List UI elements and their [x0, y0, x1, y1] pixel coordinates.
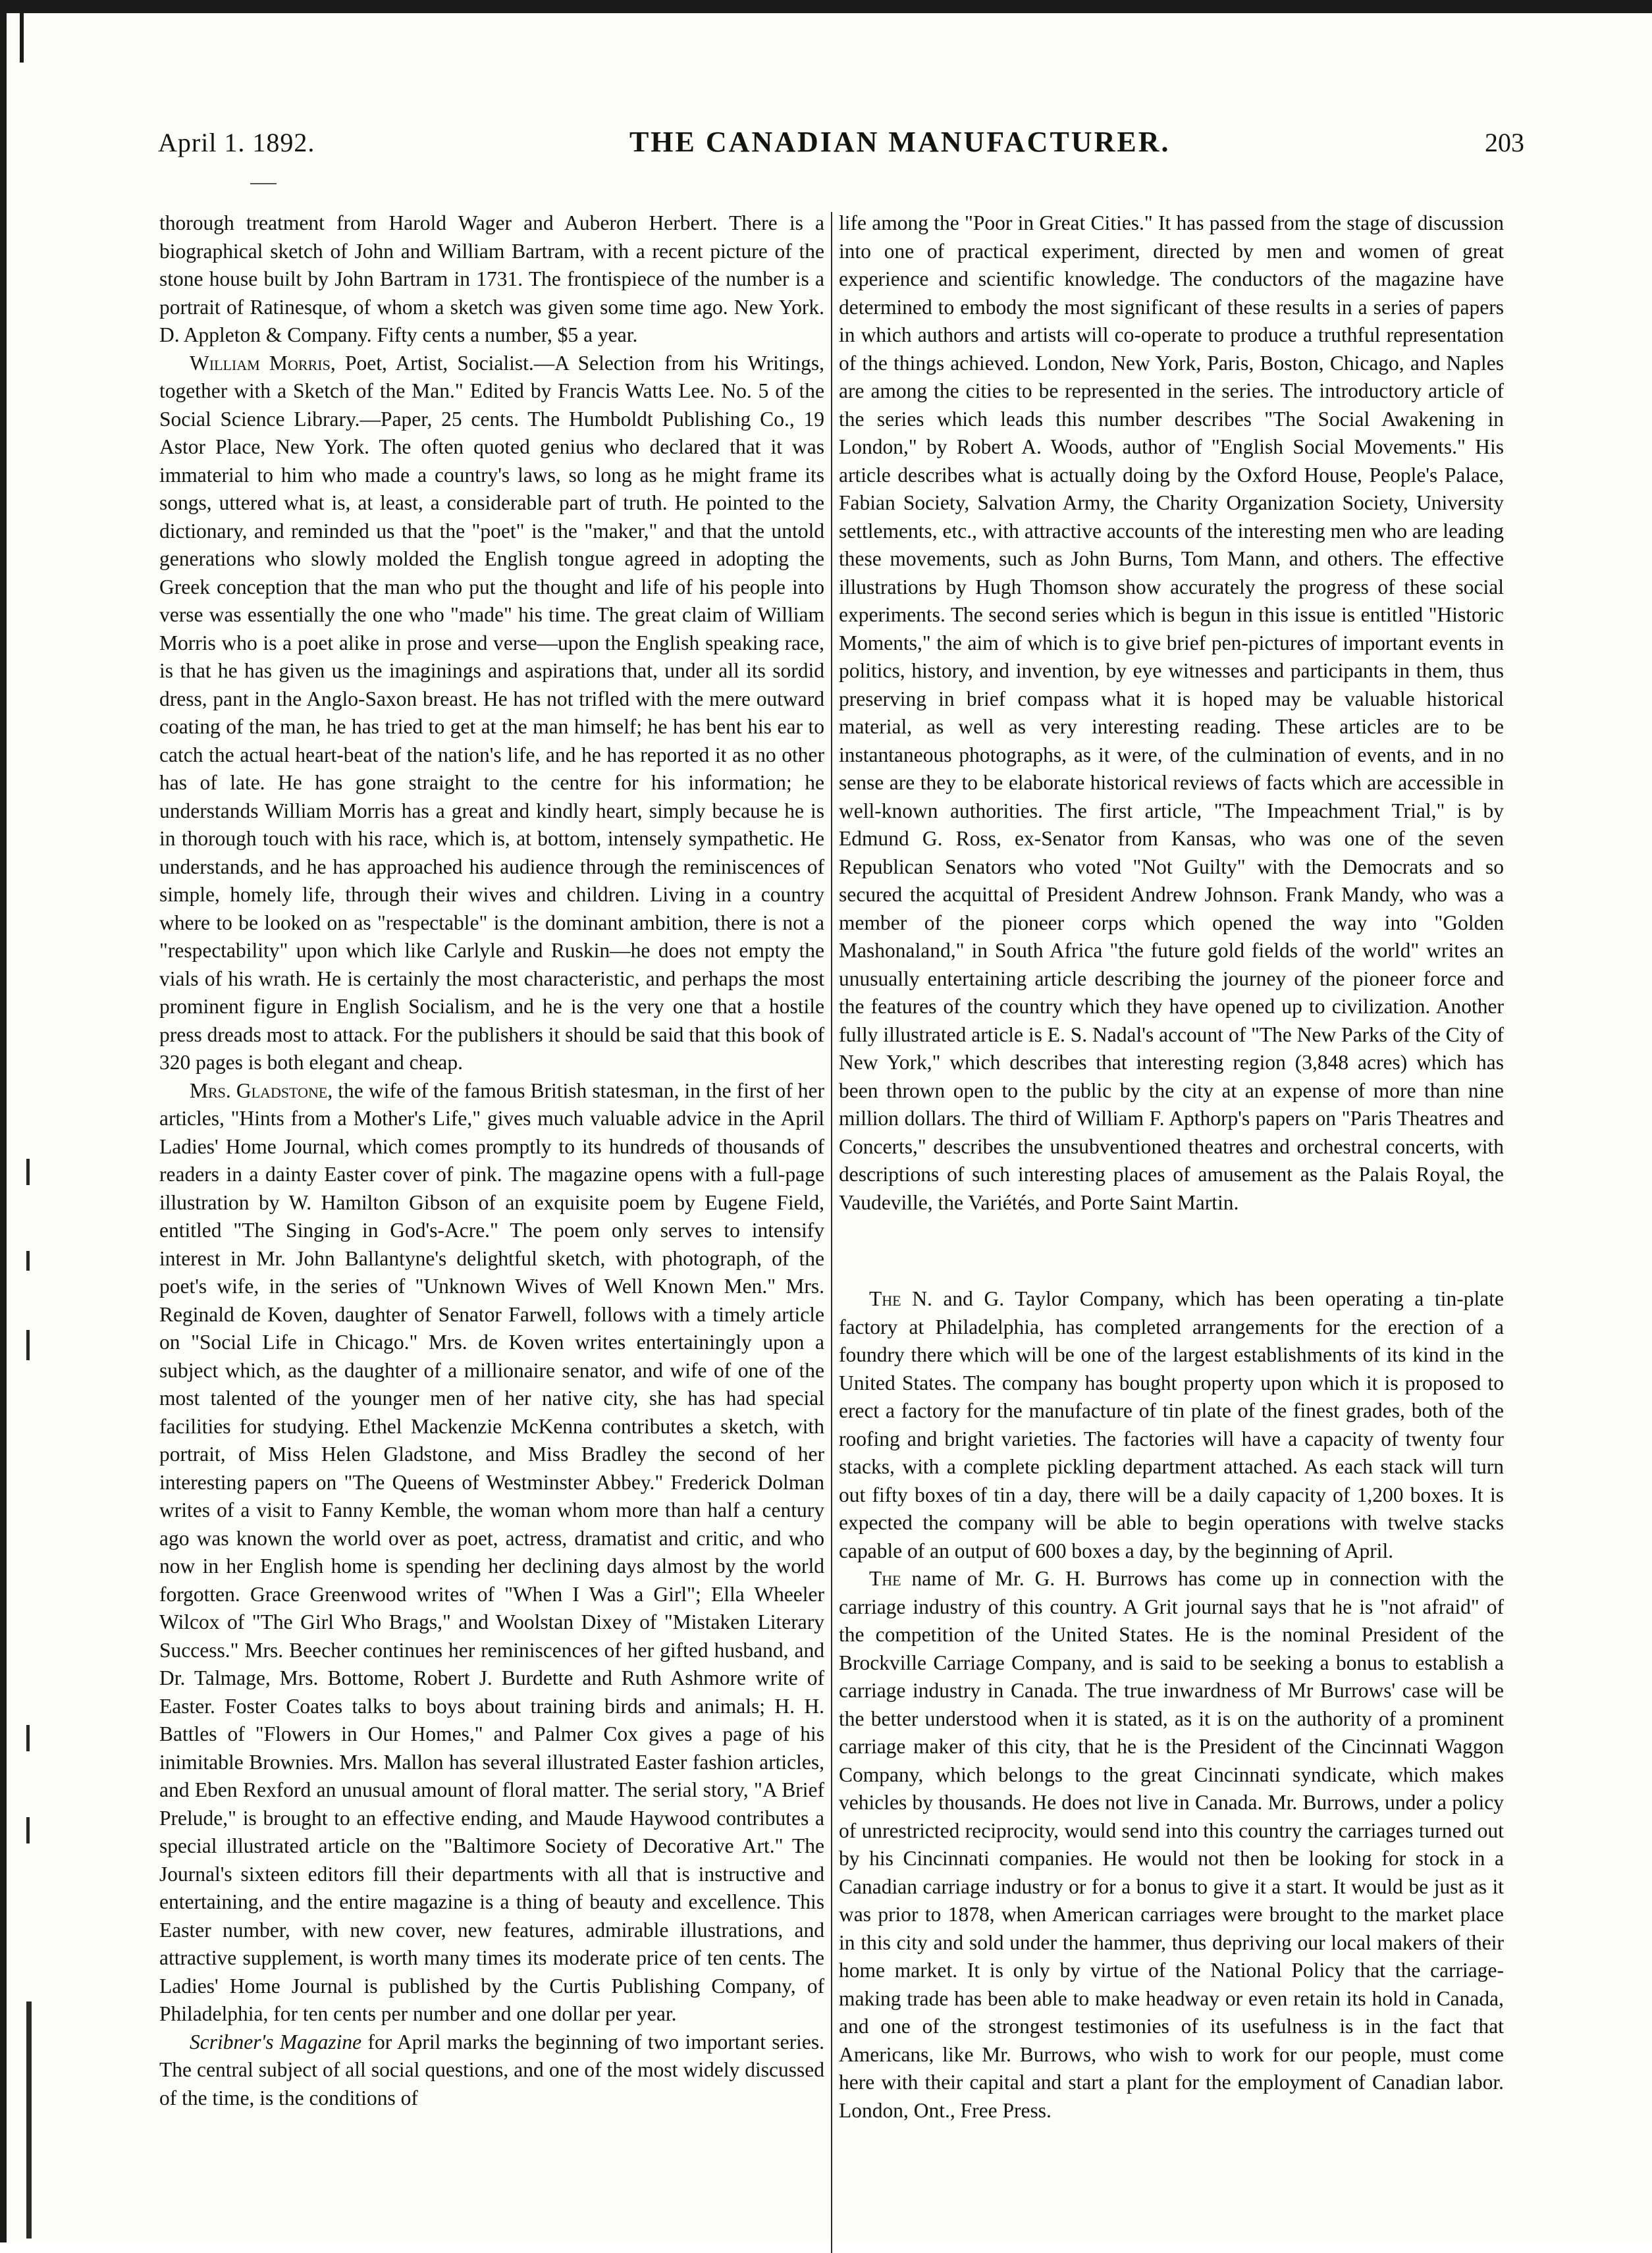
- publication-title: THE CANADIAN MANUFACTURER.: [629, 126, 1171, 158]
- article-paragraph: thorough treatment from Harold Wager and Auberon Herbert. There is a biographical sketch of John and William Bartram, with a recent picture of the stone house built by John Bartram in 1731. The frontispiece of the number is a portrait of Ratinesque, of whom a sketch was given some time ago. New York. D. Appleton & Company. Fifty cents a number, $5 a year.: [159, 211, 824, 346]
- margin-mark: [26, 1251, 30, 1271]
- paragraph-lead: Scribner's Magazine: [190, 2030, 362, 2054]
- article-paragraph: [159, 2028, 824, 2113]
- margin-mark: [26, 1725, 30, 1751]
- paragraph-lead: Mrs. Gladstone,: [190, 1078, 333, 1102]
- margin-mark: [26, 1159, 30, 1185]
- paragraph-body: for April marks the beginning of two important series. The central subject of all social questions, and one of the most widely discussed of the time, is the conditions of: [159, 2030, 824, 2109]
- paragraph-body: Poet, Artist, Socialist.—A Selection from his Writings, together with a Sketch of the Man." Edited by Francis Watts Lee. No. 5 of the Social Science Library.—Paper, 25 cents. The Humboldt Publishing Co., 19 Astor Place, New York. The often quoted genius who declared that it was immaterial to him who made a country's laws, so long as he might frame its songs, uttered what is, at least, a considerable part of truth. He pointed to the dictionary, and reminded us that the "poet" is the "maker," and that the untold generations who slowly molded the English tongue agreed in adopting the Greek conception that the man who put the thought and life of his people into verse was essentially the one who "made" his time. The great claim of William Morris who is a poet alike in prose and verse—upon the English speaking race, is that he has given us the imaginings and aspirations that, under all its sordid dress, pant in the Anglo-Saxon breast. He has not trifled with the mere outward coating of the man, he has tried to get at the man himself; he has bent his ear to catch the actual heart-beat of the nation's life, and he has reported it as no other has of late. He has gone straight to the centre for his information; he understands William Morris has a great and kindly heart, simply because he is in thorough touch with his race, which is, at bottom, intensely sympathetic. He understands, and he has approached his audience through the reminiscences of simple, homely life, through their wives and children. Living in a country where to be looked on as "respectable" is the dominant ambition, there is not a "respectability" upon which like Carlyle and Ruskin—he does not empty the vials of his wrath. He is certainly the most characteristic, and perhaps the most prominent figure in English Socialism, and he is the very one that a hostile press dreads most to attack. For the publishers it should be said that this book of 320 pages is both elegant and cheap.: [159, 351, 824, 1074]
- scan-border-left: [0, 0, 7, 2242]
- header-dash: [250, 183, 277, 184]
- paragraph-lead: The: [869, 1287, 901, 1310]
- paragraph-body: name of Mr. G. H. Burrows has come up in connection with the carriage industry of this country. A Grit journal says that he is "not afraid" of the competition of the United States. He is the nominal President of the Brockville Carriage Company, and is said to be seeking a bonus to establish a carriage industry in Canada. The true inwardness of Mr Burrows' case will be the better understood when it is stated, as it is on the authority of a prominent carriage maker of this city, that he is the President of the Cincinnati Waggon Company, which belongs to the great Cincinnati syndicate, which makes vehicles by thousands. He does not live in Canada. Mr. Burrows, under a policy of unrestricted reciprocity, would send into this country the carriages turned out by his Cincinnati companies. He would not then be looking for stock in a Canadian carriage industry or for a bonus to give it a start. It would be just as it was prior to 1878, when American carriages were brought to the market place in this city and sold under the hammer, thus depriving our local makers of their home market. It is only by virtue of the National Policy that the carriage-making trade has been able to make headway or even retain its hold in Canada, and one of the strongest testimonies of its usefulness is in the fact that Americans, like Mr. Burrows, who wish to work for our people, must come here with their capital and start a plant for the employment of Canadian labor. London, Ont., Free Press.: [839, 1567, 1504, 2122]
- article-paragraph: [839, 1285, 1504, 1565]
- scan-tick-mark: [20, 0, 24, 63]
- paragraph-body: N. and G. Taylor Company, which has been operating a tin-plate factory at Philadelphia, has completed arrangements for the erection of a foundry there which will be one of the largest establishments of its kind in the United States. The company has bought property upon which it is proposed to erect a factory for the manufacture of tin plate of the finest grades, both of the roofing and bright varieties. The factories will have a capacity of twenty four stacks, with a complete pickling department attached. As each stack will turn out fifty boxes of tin a day, there will be a daily capacity of 1,200 boxes. It is expected the company will be able to begin operations with twelve stacks capable of an output of 600 boxes a day, by the beginning of April.: [839, 1287, 1504, 1562]
- article-paragraph: [159, 350, 824, 1077]
- right-column: [839, 209, 1504, 2125]
- article-paragraph: [839, 1565, 1504, 2125]
- scan-border-top: [0, 0, 1652, 13]
- paragraph-body: the wife of the famous British statesman, in the first of her articles, "Hints from a Mother's Life," gives much valuable advice in the April Ladies' Home Journal, which comes promptly to its hundreds of thousands of readers in a dainty Easter cover of pink. The magazine opens with a full-page illustration by W. Hamilton Gibson of an exquisite poem by Eugene Field, entitled "The Singing in God's-Acre." The poem only serves to intensify interest in Mr. John Ballantyne's delightful sketch, with photograph, of the poet's wife, in the series of "Unknown Wives of Well Known Men." Mrs. Reginald de Koven, daughter of Senator Farwell, follows with a timely article on "Social Life in Chicago." Mrs. de Koven writes entertainingly upon a subject which, as the daughter of a millionaire senator, and wife of one of the most talented of the younger men of her native city, she has had special facilities for studying. Ethel Mackenzie McKenna contributes a sketch, with portrait, of Miss Helen Gladstone, and Miss Bradley the second of her interesting papers on "The Queens of Westminster Abbey." Frederick Dolman writes of a visit to Fanny Kemble, the woman whom more than half a century ago was known the world over as poet, actress, dramatist and critic, and who now in her English home is spending her declining days almost by the world forgotten. Grace Greenwood writes of "When I Was a Girl"; Ella Wheeler Wilcox of "The Girl Who Brags," and Woolstan Dixey of "Mistaken Literary Success." Mrs. Beecher continues her reminiscences of her gifted husband, and Dr. Talmage, Mrs. Bottome, Robert J. Burdette and Ruth Ashmore write of Easter. Foster Coates talks to boys about training birds and animals; H. H. Battles of "Flowers in Our Homes," and Palmer Cox gives a page of his inimitable Brownies. Mrs. Mallon has several illustrated Easter fashion articles, and Eben Rexford an unusual amount of floral matter. The serial story, "A Brief Prelude," is brought to an effective ending, and Maude Haywood contributes a special illustrated article on the "Baltimore Society of Decorative Art." The Journal's sixteen editors fill their departments with all that is instructive and entertaining, and the entire magazine is a thing of beauty and excellence. This Easter number, with new cover, new features, admirable illustrations, and attractive supplement, is worth many times its moderate price of ten cents. The Ladies' Home Journal is published by the Curtis Publishing Company, of Philadelphia, for ten cents per number and one dollar per year.: [159, 1078, 825, 2025]
- column-divider: [831, 212, 832, 2253]
- margin-mark: [26, 1330, 30, 1360]
- margin-mark: [26, 1817, 30, 1843]
- page-number: 203: [1484, 128, 1524, 157]
- page-header: [158, 125, 1524, 171]
- section-gap: [839, 1217, 1504, 1285]
- paragraph-lead: William Morris,: [190, 351, 336, 375]
- left-column: [159, 209, 824, 2112]
- article-paragraph: life among the "Poor in Great Cities." It has passed from the stage of discussion into one of practical experiment, directed by men and women of great experience and scientific knowledge. The conductors of the magazine have determined to embody the most significant of these results in a series of papers in which authors and artists will co-operate to produce a truthful representation of the things achieved. London, New York, Paris, Boston, Chicago, and Naples are among the cities to be represented in the series. The introductory article of the series which leads this number describes "The Social Awakening in London," by Robert A. Woods, author of "English Social Movements." His article describes what is actually doing by the Oxford House, People's Palace, Fabian Society, Salvation Army, the Charity Organization Society, University settlements, etc., with attractive accounts of the interesting men who are leading these movements, such as John Burns, Tom Mann, and others. The effective illustrations by Hugh Thomson show accurately the progress of these social experiments. The second series which is begun in this issue is entitled "Historic Moments," the aim of which is to give brief pen-pictures of important events in politics, history, and invention, by eye witnesses and participants in them, thus preserving in brief compass what it is hoped may be valuable historical material, as well as very interesting reading. These articles are to be instantaneous photographs, as it were, of the culmination of events, and in no sense are they to be elaborate historical reviews of facts which are accessible in well-known authorities. The first article, "The Impeachment Trial," is by Edmund G. Ross, ex-Senator from Kansas, who was one of the seven Republican Senators who voted "Not Guilty" with the Democrats and so secured the acquittal of President Andrew Johnson. Frank Mandy, who was a member of the pioneer corps which opened the way into "Golden Mashonaland," in South Africa "the future gold fields of the world" writes an unusually entertaining article describing the journey of the pioneer force and the features of the country which they have opened up to civilization. Another fully illustrated article is E. S. Nadal's account of "The New Parks of the City of New York," which describes that interesting region (3,848 acres) which has been thrown open to the public by the city at an expense of more than nine million dollars. The third of William F. Apthorp's papers on "Paris Theatres and Concerts," describes the unsubventioned theatres and orchestral concerts, with descriptions of such interesting places of amusement as the Palais Royal, the Vaudeville, the Variétés, and Porte Saint Martin.: [839, 211, 1504, 1214]
- margin-mark: [26, 2001, 32, 2239]
- issue-date: April 1. 1892.: [158, 128, 315, 157]
- article-paragraph: [159, 1077, 824, 2028]
- paragraph-lead: The: [869, 1567, 901, 1590]
